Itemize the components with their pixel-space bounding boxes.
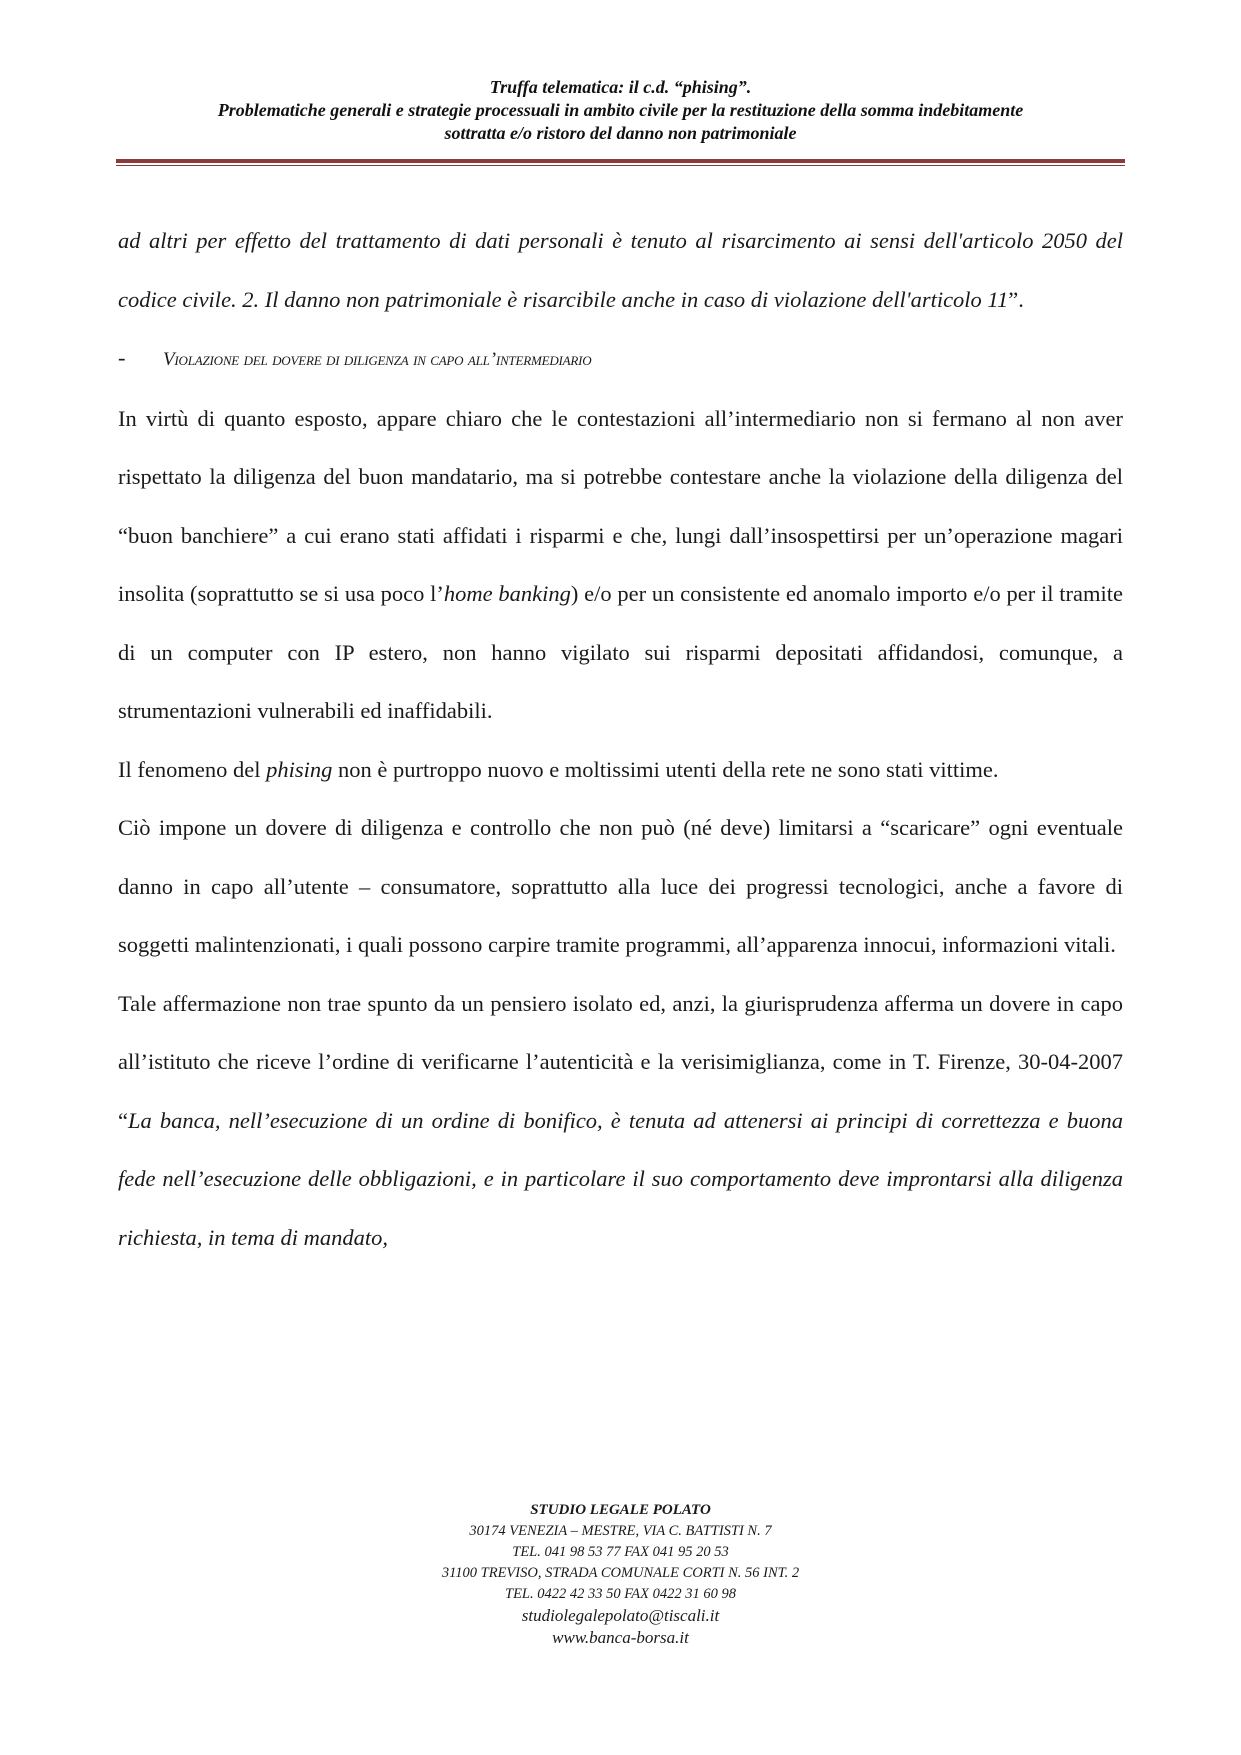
page-header [118,76,1123,145]
paragraph-intermediary [118,390,1123,741]
section-heading-text: Violazione del dovere di diligenza in capo all’intermediario [163,349,592,370]
paragraph-text: In virtù di quanto esposto, appare chiaro che le contestazioni all’intermediario non si fermano al non aver rispettato la diligenza del buon mandatario, ma si potrebbe contestare anche la violazione della diligenza del “buon banchiere” a cui erano stati affidati i risparmi e che, lungi dall’insospettirsi per un’operazione magari insolita (soprattutto se si usa poco l’ [118,405,1123,606]
paragraph-italic: home banking [443,581,571,606]
paragraph-text: non è purtroppo nuovo e moltissimi utenti della rete ne sono stati vittime. [332,756,999,782]
paragraph-text: Tale affermazione non trae spunto da un pensiero isolato ed, anzi, la giurisprudenza afferma un dovere in capo all’istituto che riceve l’ordine di verificarne l’autenticità e la verisimiglianza, come in T. Firenze, 30-04-2007 “ [118,990,1123,1133]
header-subtitle-line2: sottratta e/o ristoro del danno non patrimoniale [444,123,797,143]
paragraph-text: ) e/o per un consistente ed anomalo importo e/o per il tramite di un computer con IP estero, non hanno vigilato sui risparmi depositati affidandosi, comunque, a strumentazioni vulnerabili ed inaffidabili. [118,581,1123,723]
document-body [118,212,1123,1267]
paragraph-duty: Ciò impone un dovere di diligenza e controllo che non può (né deve) limitarsi a “scaricare” ogni eventuale danno in capo all’utente – consumatore, soprattutto alla luce dei progressi tecnologici, anche a favore di soggetti malintenzionati, i quali possono carpire tramite programmi, all’apparenza innocui, informazioni vitali. [118,815,1123,957]
header-title: Truffa telematica: il c.d. “phising”. [489,77,752,97]
footer-phone-venezia: TEL. 041 98 53 77 FAX 041 95 20 53 [512,1544,729,1560]
footer-address-venezia: 30174 VENEZIA – MESTRE, VIA C. BATTISTI N. 7 [469,1523,772,1539]
header-rule-thick [116,159,1125,163]
footer-firm-name: STUDIO LEGALE POLATO [530,1502,711,1518]
paragraph-italic: La banca, nell’esecuzione di un ordine di bonifico, è tenuta ad attenersi ai principi di correttezza e buona fede nell’esecuzione delle obbligazioni, e in particolare il suo comportamento deve improntarsi alla diligenza richiesta, in tema di mandato, [118,1107,1123,1250]
quote-text: ad altri per effetto del trattamento di dati personali è tenuto al risarcimento ai sensi dell'articolo 2050 del codice civile. 2. Il danno non patrimoniale è risarcibile anche in caso di violazione dell'articolo 11 [118,228,1123,312]
footer-address-treviso: 31100 TREVISO, STRADA COMUNALE CORTI N. 56 INT. 2 [441,1565,800,1581]
footer-email: studiolegalepolato@tiscali.it [521,1606,720,1625]
footer-website: www.banca-borsa.it [552,1628,689,1647]
paragraph-jurisprudence [118,975,1123,1268]
paragraph-italic: phising [266,756,333,782]
quote-close: ”. [1008,286,1024,312]
paragraph-text: Il fenomeno del [118,756,267,782]
section-heading [118,329,1123,390]
page-footer [118,1500,1123,1649]
header-rule-thin [116,165,1125,166]
footer-phone-treviso: TEL. 0422 42 33 50 FAX 0422 31 60 98 [505,1586,736,1602]
header-subtitle-line1: Problematiche generali e strategie processuali in ambito civile per la restituzione della somma indebitamente [217,100,1024,120]
paragraph-quote-end [118,212,1123,329]
paragraph-phising [118,741,1123,800]
heading-dash: - [118,345,126,370]
